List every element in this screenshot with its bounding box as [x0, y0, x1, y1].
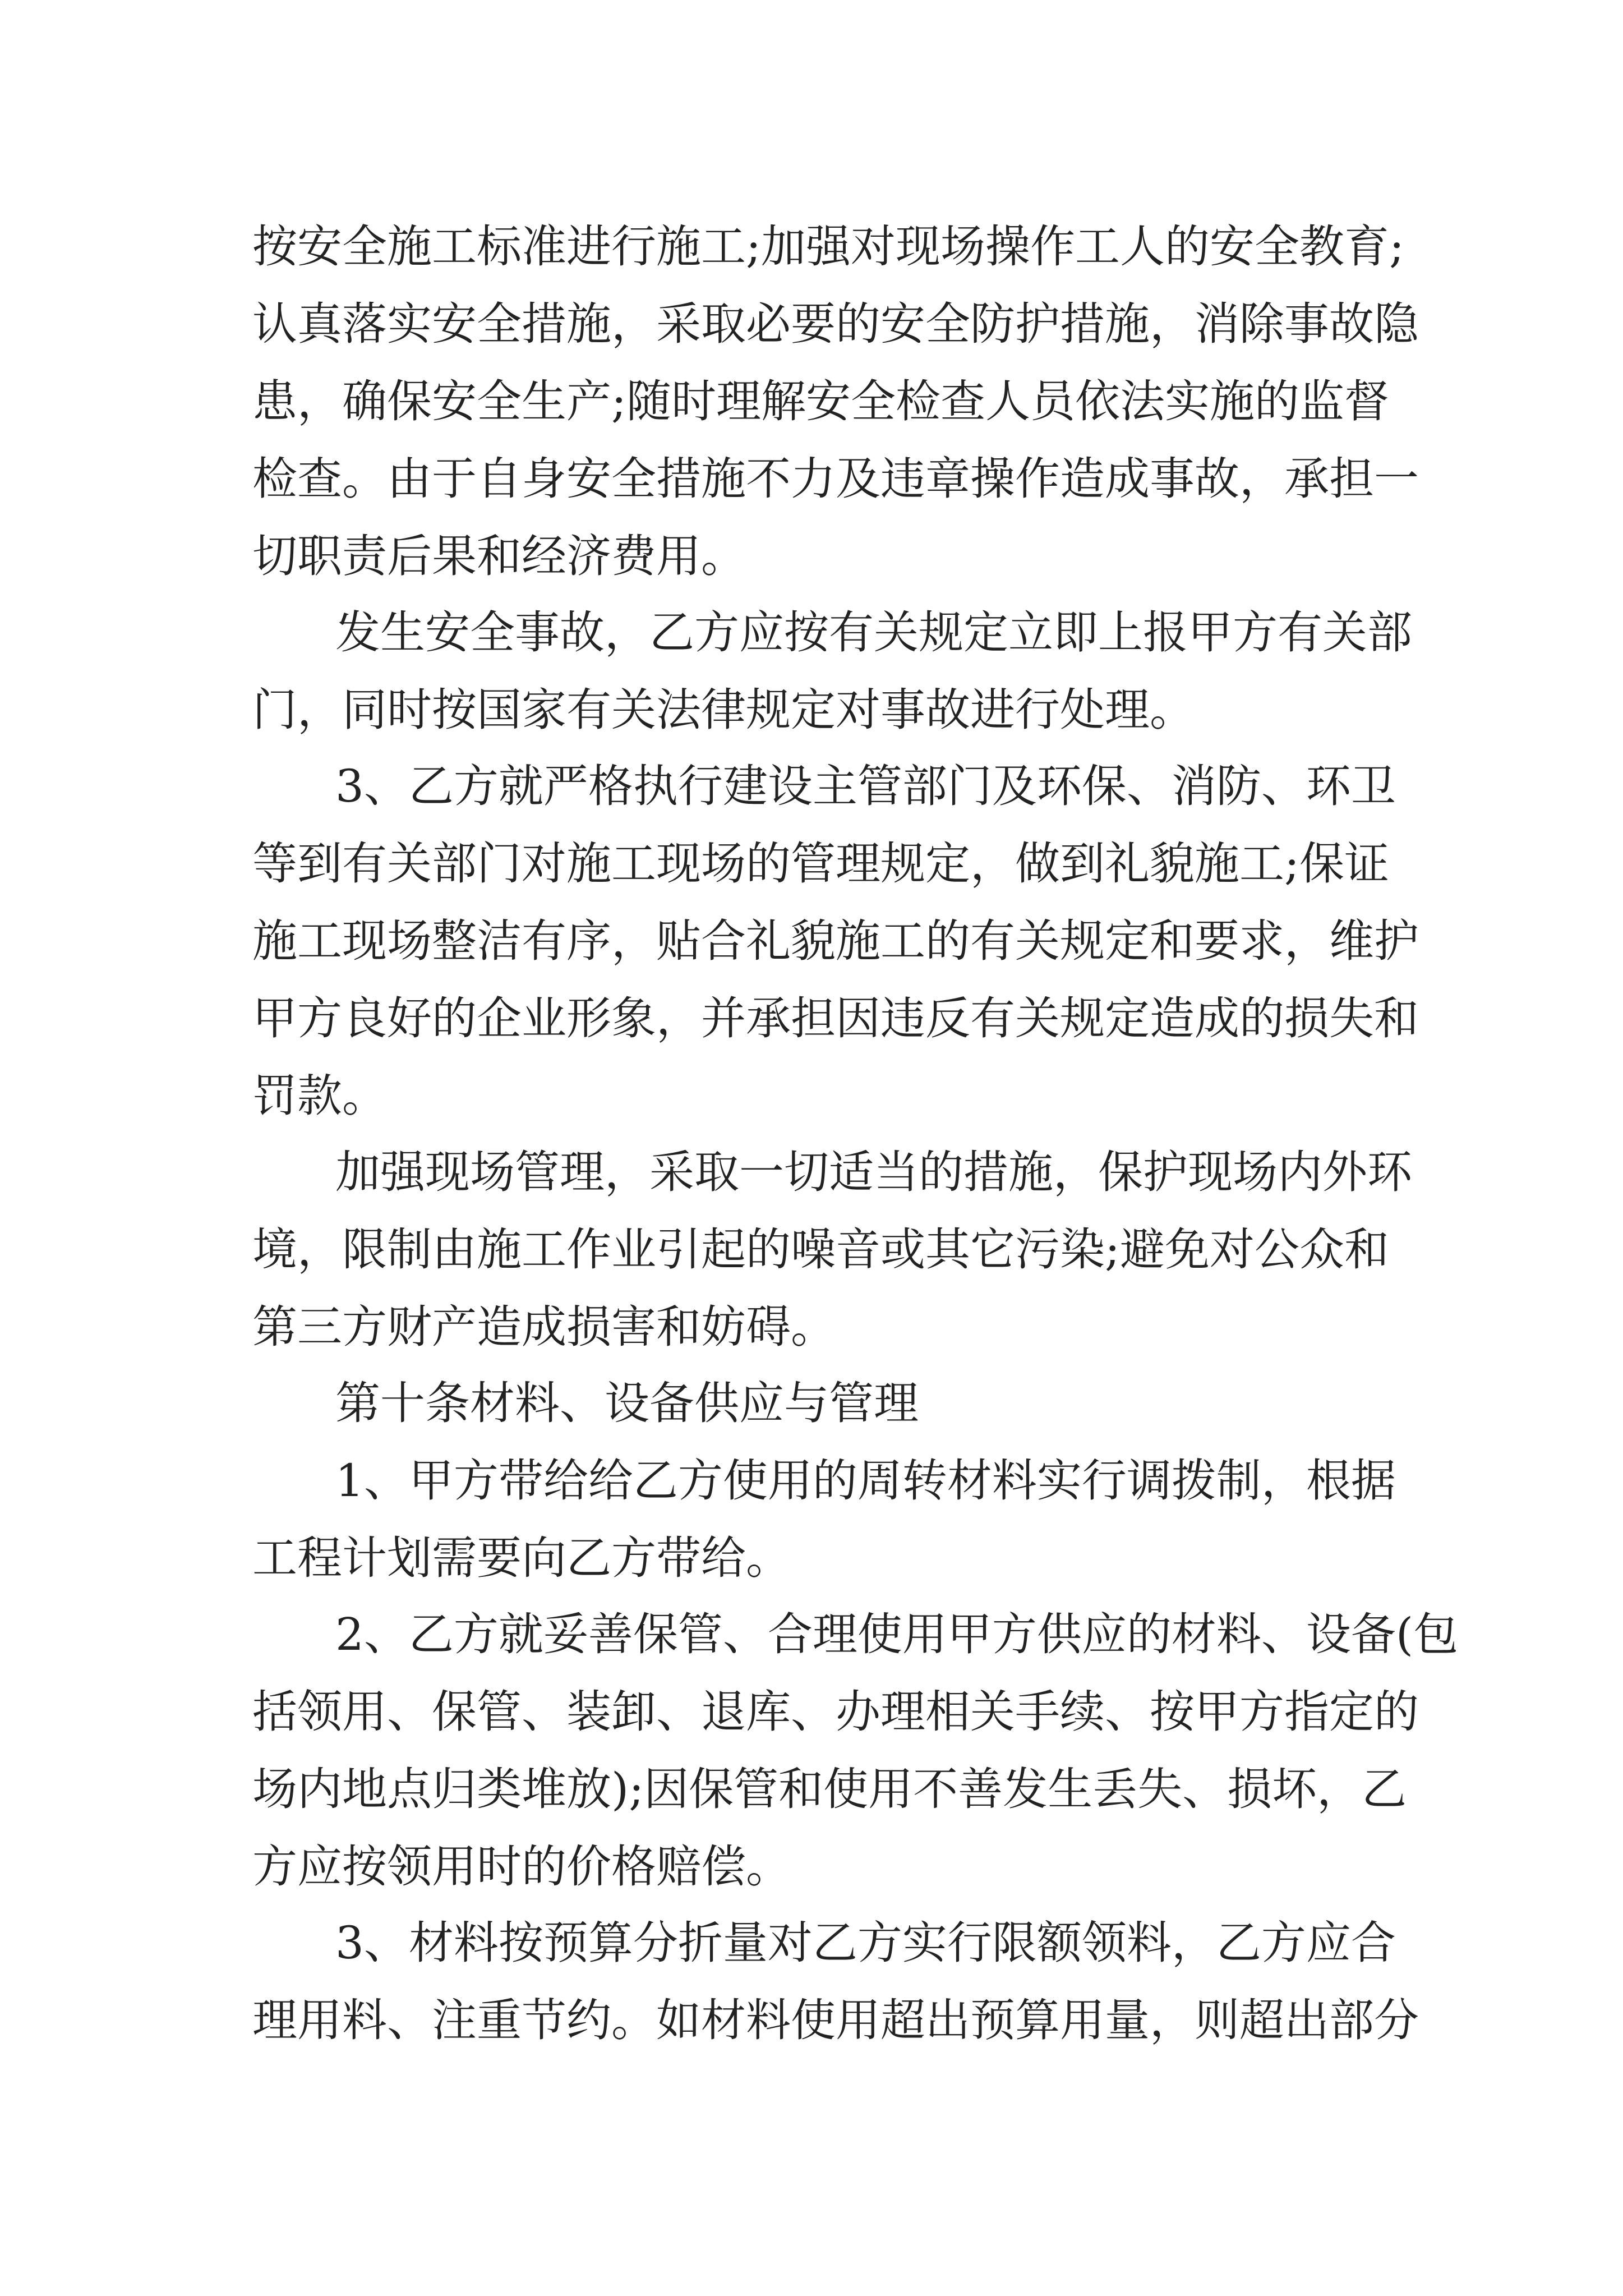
- text-line: 境，限制由施工作业引起的噪音或其它污染;避免对公众和: [252, 1223, 1389, 1276]
- text-line: 施工现场整洁有序，贴合礼貌施工的有关规定和要求，维护: [252, 915, 1419, 967]
- text-line: 2、乙方就妥善保管、合理使用甲方供应的材料、设备(包: [335, 1608, 1459, 1660]
- text-line: 切职责后果和经济费用。: [252, 530, 746, 582]
- text-line: 等到有关部门对施工现场的管理规定，做到礼貌施工;保证: [252, 838, 1389, 890]
- text-line: 按安全施工标准进行施工;加强对现场操作工人的安全教育;: [252, 220, 1404, 273]
- text-line: 理用料、注重节约。如材料使用超出预算用量，则超出部分: [252, 1994, 1419, 2046]
- text-line: 3、乙方就严格执行建设主管部门及环保、消防、环卫: [335, 760, 1396, 812]
- text-line: 第三方财产造成损害和妨碍。: [252, 1301, 836, 1353]
- text-line: 发生安全事故，乙方应按有关规定立即上报甲方有关部: [335, 606, 1412, 659]
- text-line: 罚款。: [252, 1070, 387, 1122]
- section-heading: 第十条材料、设备供应与管理: [335, 1377, 919, 1429]
- text-line: 工程计划需要向乙方带给。: [252, 1532, 791, 1584]
- text-line: 括领用、保管、装卸、退库、办理相关手续、按甲方指定的: [252, 1686, 1419, 1738]
- text-line: 认真落实安全措施，采取必要的安全防护措施，消除事故隐: [252, 298, 1419, 350]
- text-line: 1、甲方带给给乙方使用的周转材料实行调拨制，根据: [335, 1455, 1396, 1507]
- text-line: 3、材料按预算分折量对乙方实行限额领料，乙方应合: [335, 1917, 1396, 1969]
- text-line: 场内地点归类堆放);因保管和使用不善发生丢失、损坏，乙: [252, 1763, 1407, 1815]
- text-line: 甲方良好的企业形象，并承担因违反有关规定造成的损失和: [252, 992, 1419, 1045]
- text-line: 门，同时按国家有关法律规定对事故进行处理。: [252, 684, 1195, 736]
- text-line: 患，确保安全生产;随时理解安全检查人员依法实施的监督: [252, 375, 1389, 427]
- text-line: 检查。由于自身安全措施不力及违章操作造成事故，承担一: [252, 453, 1419, 505]
- text-line: 方应按领用时的价格赔偿。: [252, 1841, 791, 1893]
- text-line: 加强现场管理，采取一切适当的措施，保护现场内外环: [335, 1146, 1412, 1198]
